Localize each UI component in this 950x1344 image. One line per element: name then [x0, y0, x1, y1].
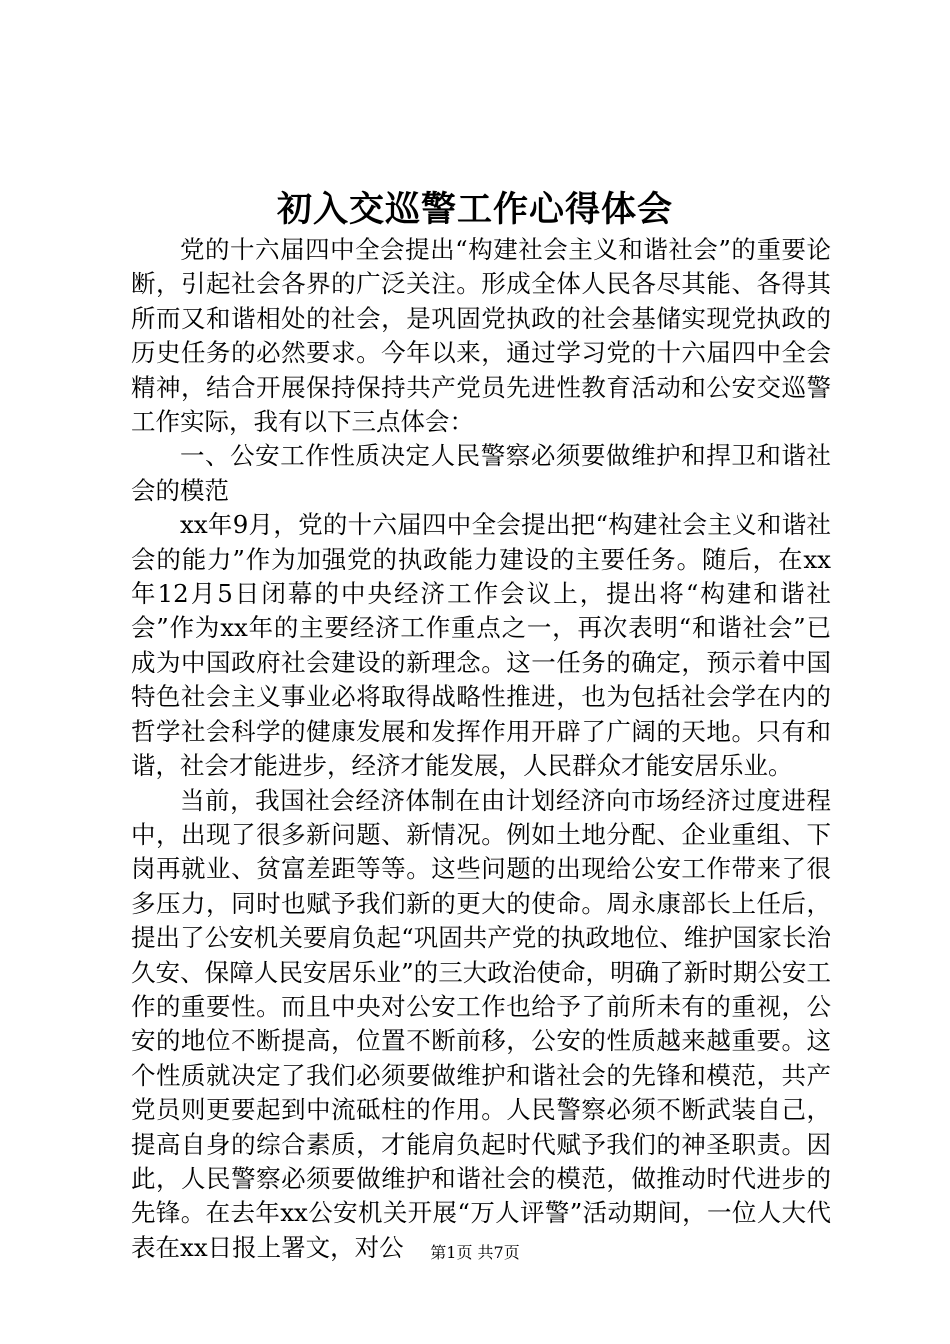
document-title: 初入交巡警工作心得体会	[276, 189, 673, 230]
section-heading-1: 一、公安工作性质决定人民警察必须要做维护和捍卫和谐社会的模范	[131, 441, 831, 505]
paragraph-current-situation: 当前，我国社会经济体制在由计划经济向市场经济过度进程中，出现了很多新问题、新情况。例如土地分配、企业重组、下岗再就业、贫富差距等等。这些问题的出现给公安工作带来了很多压力，同时也赋予我们新的更大的使命。周永康部长上任后，提出了公安机关要肩负起“巩固共产党的执政地位、维护国家长治久安、保障人民安居乐业”的三大政治使命，明确了新时期公安工作的重要性。而且中央对公安工作也给予了前所未有的重视，公安的地位不断提高，位置不断前移，公安的性质越来越重要。这个性质就决定了我们必须要做维护和谐社会的先锋和模范，共产党员则更要起到中流砥柱的作用。人民警察必须不断武装自己，提高自身的综合素质，才能肩负起时代赋予我们的神圣职责。因此，人民警察必须要做维护和谐社会的模范，做推动时代进步的先锋。在去年xx公安机关开展“万人评警”活动期间，一位人大代表在xx日报上署文，对公	[131, 785, 831, 1262]
document-body	[131, 233, 831, 1265]
paragraph-background: xx年9月，党的十六届四中全会提出把“构建社会主义和谐社会的能力”作为加强党的执政能力建设的主要任务。随后，在xx年12月5日闭幕的中央经济工作会议上，提出将“构建和谐社会”作为xx年的主要经济工作重点之一，再次表明“和谐社会”已成为中国政府社会建设的新理念。这一任务的确定，预示着中国特色社会主义事业必将取得战略性推进，也为包括社会学在内的哲学社会科学的健康发展和发挥作用开辟了广阔的天地。只有和谐，社会才能进步，经济才能发展，人民群众才能安居乐业。	[131, 510, 831, 781]
paragraph-intro: 党的十六届四中全会提出“构建社会主义和谐社会”的重要论断，引起社会各界的广泛关注。形成全体人民各尽其能、各得其所而又和谐相处的社会，是巩固党执政的社会基储实现党执政的历史任务的必然要求。今年以来，通过学习党的十六届四中全会精神，结合开展保持保持共产党员先进性教育活动和公安交巡警工作实际，我有以下三点体会：	[131, 235, 831, 437]
page-footer: 第1页 共7页	[430, 1243, 520, 1262]
